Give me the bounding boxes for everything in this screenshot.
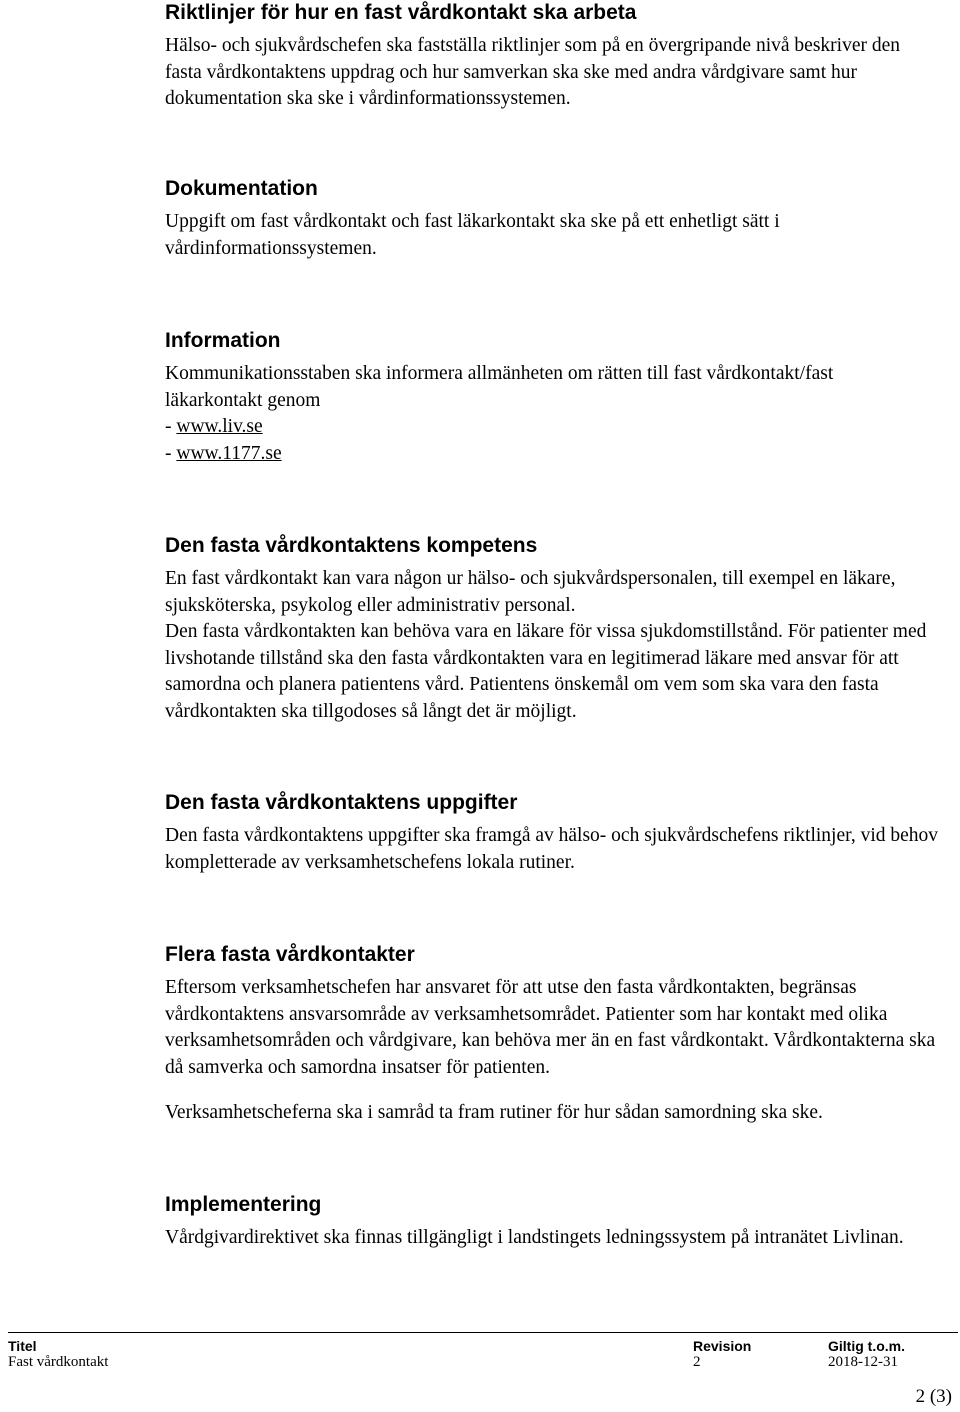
section-paragraph: Vårdgivardirektivet ska finnas tillgängligt i landstingets ledningssystem på intranätet Livlinan.: [165, 1227, 904, 1248]
page-number: 2 (3): [915, 1386, 952, 1407]
section-guidelines: [165, 0, 955, 113]
footer-divider: [8, 1332, 958, 1333]
section-paragraph: En fast vårdkontakt kan vara någon ur hälso- och sjukvårdspersonalen, till exempel en läkare, sjuksköterska, psykolog eller administrativ personal.: [165, 568, 896, 616]
section-heading: Den fasta vårdkontaktens kompetens: [165, 534, 538, 557]
section-paragraph: Uppgift om fast vårdkontakt och fast läkarkontakt ska ske på ett enhetligt sätt i vårdinformationssystemen.: [165, 211, 780, 259]
link-prefix: -: [165, 442, 177, 464]
link-1177[interactable]: www.1177.se: [176, 442, 282, 464]
link-item: [165, 414, 955, 441]
section-heading: Information: [165, 329, 281, 352]
link-prefix: -: [165, 416, 177, 438]
section-information: [165, 328, 955, 467]
footer-valid-value: 2018-12-31: [828, 1354, 898, 1370]
footer-valid-label: Giltig t.o.m.: [828, 1338, 905, 1354]
section-paragraph: Den fasta vårdkontaktens uppgifter ska framgå av hälso- och sjukvårdschefens riktlinjer, vid behov kompletterade av verksamhetschefens lokala rutiner.: [165, 825, 939, 873]
section-paragraph: Verksamhetscheferna ska i samråd ta fram rutiner för hur sådan samordning ska ske.: [165, 1102, 823, 1124]
link-item: [165, 441, 955, 468]
section-documentation: [165, 176, 955, 262]
section-multiple-contacts: [165, 942, 955, 1127]
footer-revision-label: Revision: [693, 1338, 752, 1354]
section-paragraph: Hälso- och sjukvårdschefen ska fastställa riktlinjer som på en övergripande nivå beskriver den fasta vårdkontaktens uppdrag och hur samverkan ska ske med andra vårdgivare samt hur dokumentation ska ske i vårdinformationssystemen.: [165, 35, 900, 110]
section-paragraph: Eftersom verksamhetschefen har ansvaret för att utse den fasta vårdkontakten, begränsas vårdkontaktens ansvarsområde av verksamhetsområdet. Patienter som har kontakt med olika verksamhetsområden och vårdgivare, kan behöva mer än en fast vårdkontakt. Vårdkontakterna ska då samverka och samordna insatser för patienten.: [165, 977, 936, 1078]
section-tasks: [165, 790, 955, 876]
section-heading: Implementering: [165, 1193, 322, 1216]
section-implementation: [165, 1192, 955, 1252]
section-competence: [165, 533, 955, 726]
section-heading: Dokumentation: [165, 177, 318, 200]
section-paragraph: Kommunikationsstaben ska informera allmänheten om rätten till fast vårdkontakt/fast läkarkontakt genom: [165, 363, 834, 411]
footer-revision-value: 2: [693, 1354, 701, 1370]
section-heading: Den fasta vårdkontaktens uppgifter: [165, 791, 518, 814]
section-paragraph: Den fasta vårdkontakten kan behöva vara en läkare för vissa sjukdomstillstånd. För patienter med livshotande tillstånd ska den fasta vårdkontakten vara en legitimerad läkare med ansvar för att samordna och planera patientens vård. Patientens önskemål om vem som ska vara den fasta vårdkontakten ska tillgodoses så långt det är möjligt.: [165, 621, 927, 722]
section-heading: Flera fasta vårdkontakter: [165, 943, 415, 966]
section-heading: Riktlinjer för hur en fast vårdkontakt ska arbeta: [165, 1, 637, 24]
footer-title-value: Fast vårdkontakt: [8, 1354, 109, 1370]
footer-title-label: Titel: [8, 1338, 37, 1354]
link-liv[interactable]: www.liv.se: [176, 416, 263, 438]
